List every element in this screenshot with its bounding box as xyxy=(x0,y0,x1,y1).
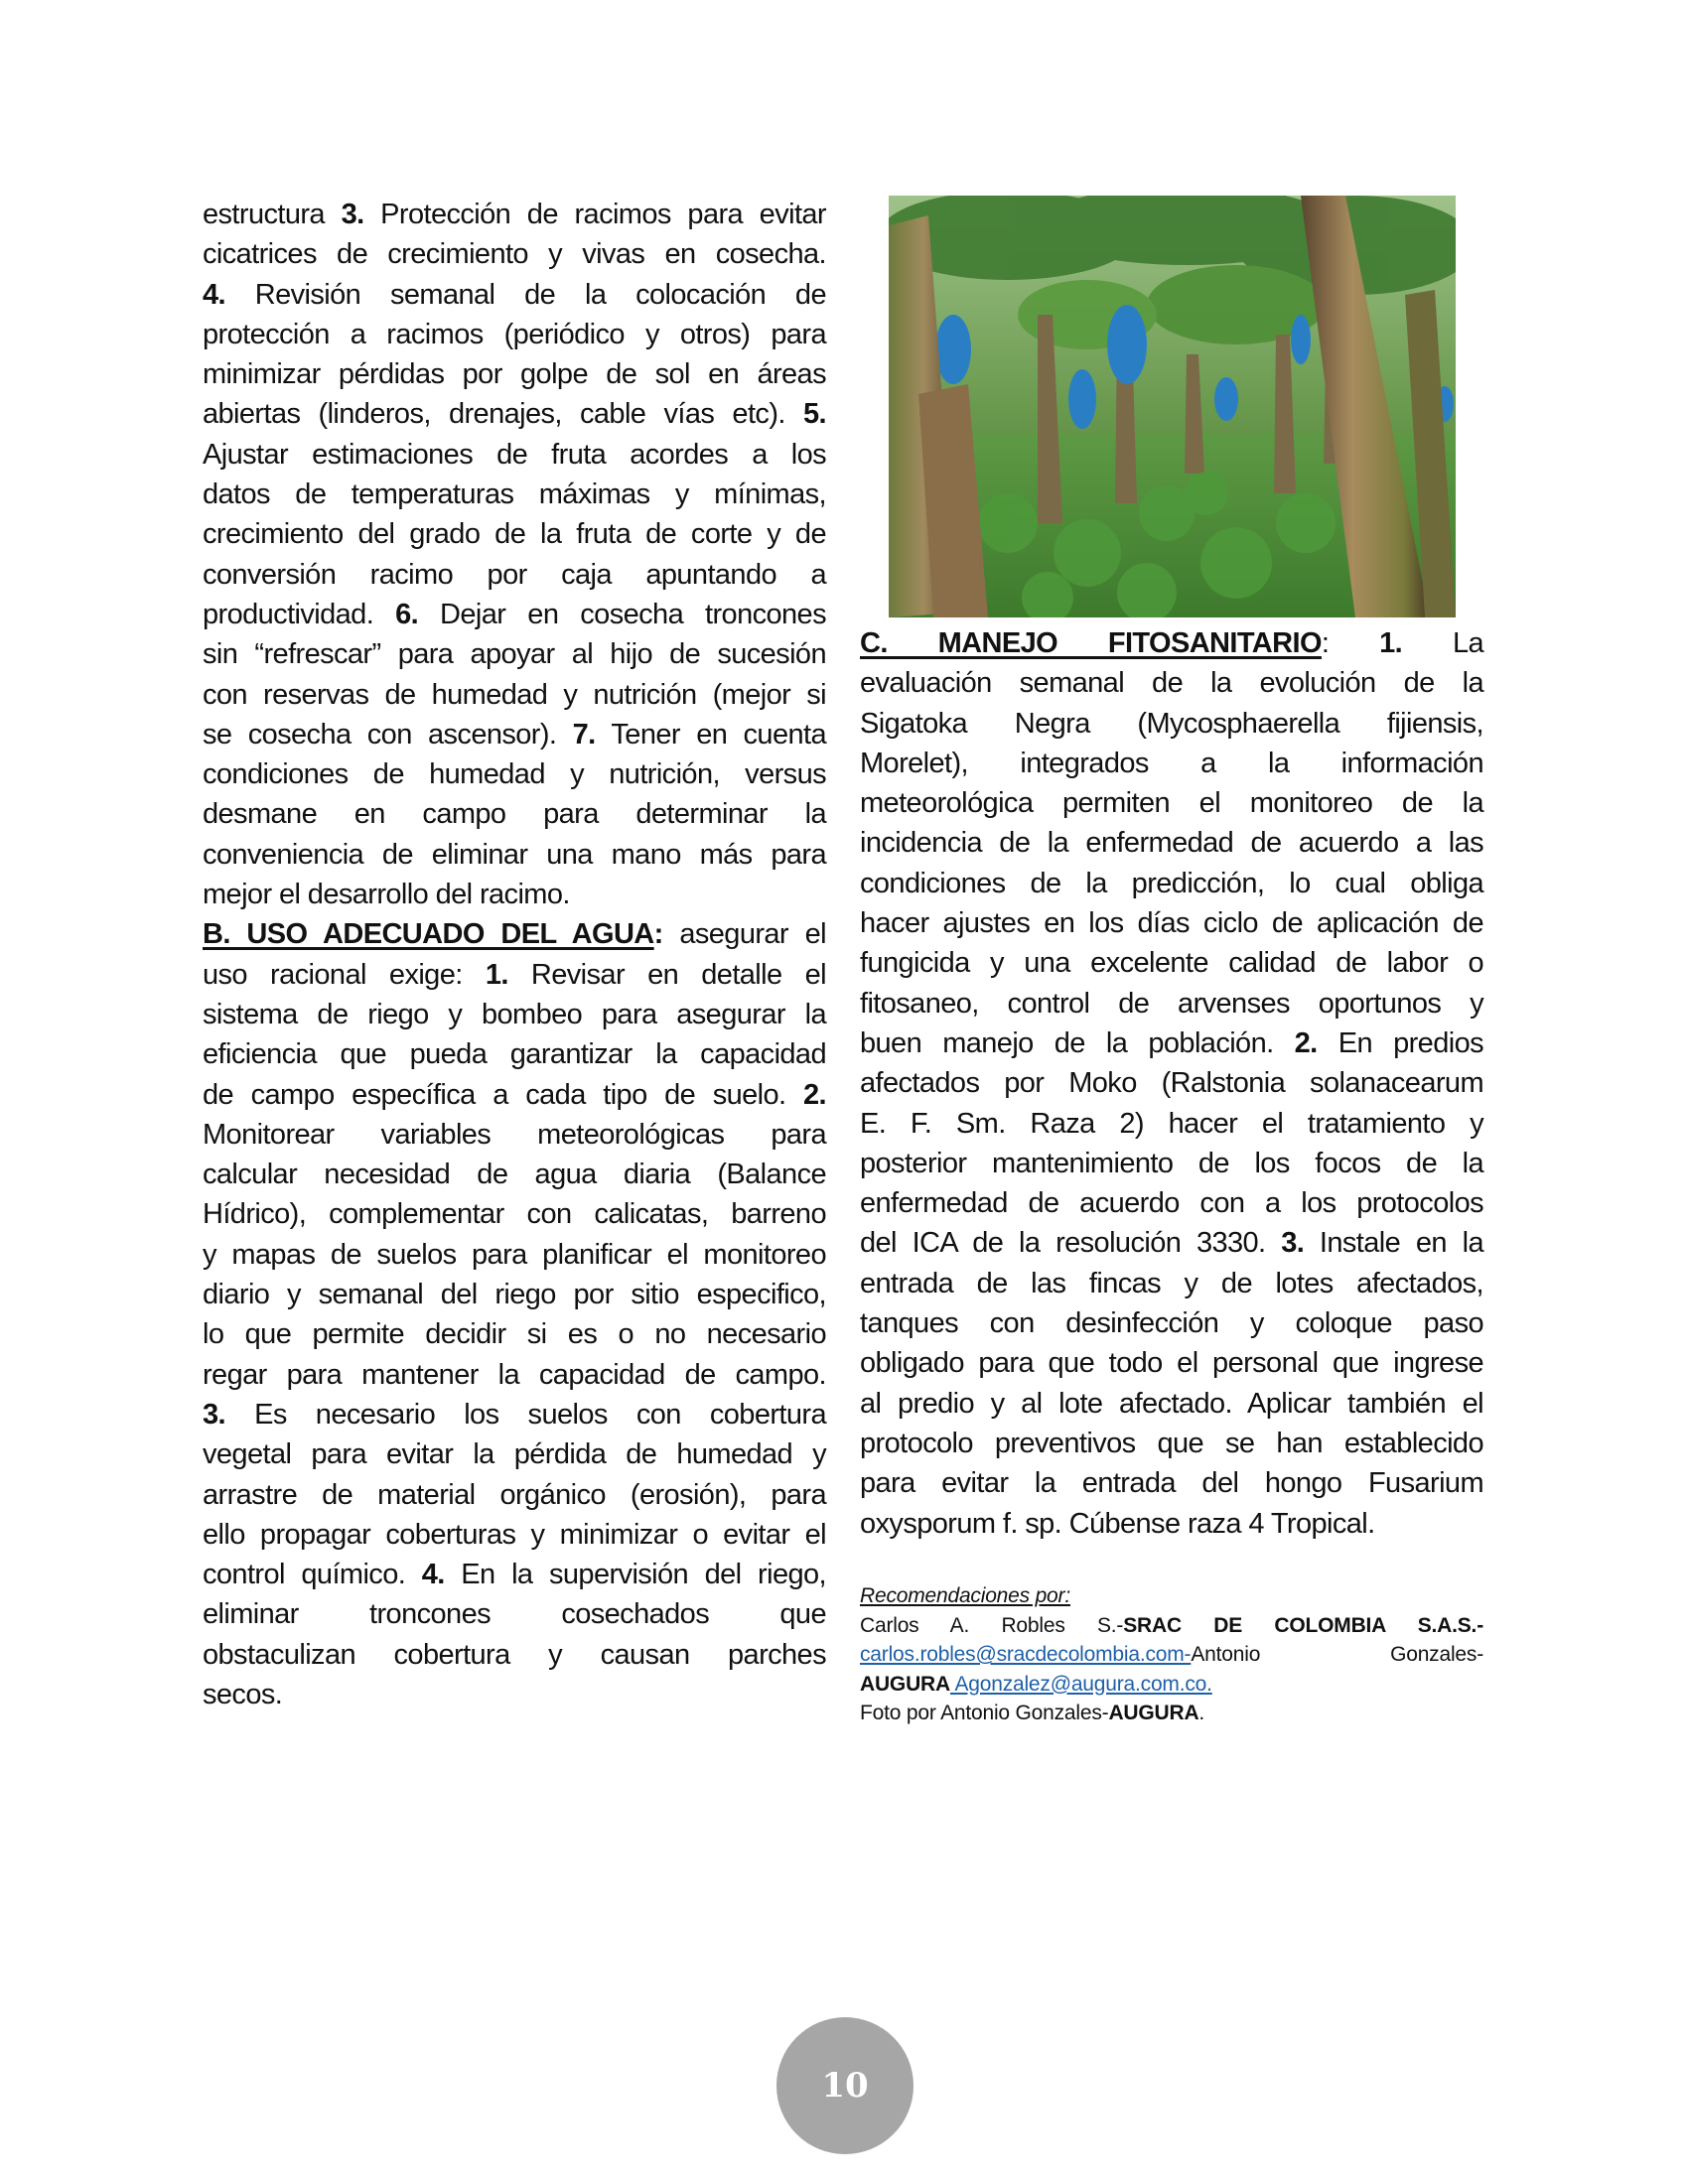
left-column xyxy=(203,195,826,1714)
text-line xyxy=(860,1384,1483,1424)
text-run: vegetal para evitar la pérdida de humedad y xyxy=(203,1438,826,1471)
text-line xyxy=(203,435,826,475)
text-run: calcular necesidad de agua diaria (Balance xyxy=(203,1159,826,1191)
text-run: Morelet), integrados a la información xyxy=(860,747,1483,779)
text-run: posterior mantenimiento de los focos de la xyxy=(860,1147,1483,1179)
text-line xyxy=(203,1075,826,1115)
text-run: Instale en la xyxy=(1304,1227,1483,1260)
text-line xyxy=(860,623,1483,663)
text-line xyxy=(860,744,1483,783)
text-line xyxy=(203,275,826,315)
text-run: obligado para que todo el personal que ingrese xyxy=(860,1347,1483,1380)
email-link-antonio[interactable]: Agonzalez@augura.com.co. xyxy=(949,1672,1212,1696)
text-run: hacer ajustes en los días ciclo de aplicación de xyxy=(860,907,1483,940)
credits-title-line xyxy=(860,1581,1483,1611)
text-line xyxy=(203,475,826,514)
text-run: condiciones de la predicción, lo cual obliga xyxy=(860,867,1483,899)
text-run: meteorológica permiten el monitoreo de la xyxy=(860,787,1483,820)
text-line xyxy=(203,1314,826,1354)
text-line xyxy=(860,1144,1483,1183)
text-run: se cosecha con ascensor). xyxy=(203,718,573,751)
org-augura: AUGURA xyxy=(860,1672,950,1696)
item-number: : xyxy=(653,918,663,951)
page-number: 10 xyxy=(821,2066,869,2106)
text-run: de campo específica a cada tipo de suelo. xyxy=(203,1078,803,1111)
text-line xyxy=(860,783,1483,823)
text-run: conveniencia de eliminar una mano más para xyxy=(203,838,826,871)
text-run: condiciones de humedad y nutrición, versus xyxy=(203,758,826,791)
text-run: protección a racimos (periódico y otros) para xyxy=(203,318,826,350)
page-number-badge xyxy=(776,2017,914,2154)
item-number: 1. xyxy=(485,958,508,991)
text-line xyxy=(203,1395,826,1434)
text-line xyxy=(203,794,826,834)
item-number: 3. xyxy=(1281,1227,1305,1260)
text-line xyxy=(203,1194,826,1234)
text-run: enfermedad de acuerdo con a los protocolos xyxy=(860,1187,1483,1220)
section-heading: B. USO ADECUADO DEL AGUA xyxy=(203,918,654,951)
right-column xyxy=(860,623,1483,1544)
text-line xyxy=(860,1504,1483,1544)
text-line xyxy=(203,1115,826,1155)
text-line xyxy=(860,1104,1483,1144)
text-run: protocolo preventivos que se han establecido xyxy=(860,1427,1483,1459)
section-heading: C. MANEJO FITOSANITARIO xyxy=(860,627,1322,659)
text-line xyxy=(860,903,1483,943)
text-run: Protección de racimos para evitar xyxy=(363,199,826,230)
text-line xyxy=(203,1355,826,1395)
text-line xyxy=(203,835,826,875)
email-link-carlos[interactable]: carlos.robles@sracdecolombia.com- xyxy=(860,1643,1192,1666)
text-run: para evitar la entrada del hongo Fusarium xyxy=(860,1467,1483,1500)
text-line xyxy=(203,354,826,394)
text-run: desmane en campo para determinar la xyxy=(203,798,826,831)
banana-plantation-photo xyxy=(889,196,1456,617)
text-line xyxy=(203,1635,826,1675)
text-run: Dejar en cosecha troncones xyxy=(418,598,826,630)
text-run: crecimiento del grado de la fruta de corte y de xyxy=(203,518,826,551)
text-line xyxy=(203,1034,826,1074)
text-line xyxy=(860,1024,1483,1063)
org-srac: SRAC DE COLOMBIA S.A.S.- xyxy=(1123,1613,1483,1637)
item-number: 4. xyxy=(203,278,225,311)
text-run: entrada de las fincas y de lotes afectados, xyxy=(860,1267,1483,1299)
text-run: buen manejo de la población. xyxy=(860,1026,1295,1059)
text-line xyxy=(860,1063,1483,1103)
text-run: La xyxy=(1402,627,1483,659)
text-run: incidencia de la enfermedad de acuerdo a las xyxy=(860,827,1483,860)
text-run: E. F. Sm. Raza 2) hacer el tratamiento y xyxy=(860,1107,1483,1140)
text-line xyxy=(203,675,826,715)
text-run: afectados por Moko (Ralstonia solanacearum xyxy=(860,1067,1483,1100)
text-run: con reservas de humedad y nutrición (mejor si xyxy=(203,678,826,711)
text-run: tanques con desinfección y coloque paso xyxy=(860,1307,1483,1340)
item-number: 3. xyxy=(341,199,364,230)
text-line xyxy=(203,875,826,914)
text-line xyxy=(860,1463,1483,1503)
text-run: arrastre de material orgánico (erosión), para xyxy=(203,1478,826,1511)
photo-credit-end: . xyxy=(1198,1702,1205,1724)
text-line xyxy=(860,1264,1483,1303)
text-run: lo que permite decidir si es o no necesario xyxy=(203,1318,826,1351)
text-run: Revisión semanal de la colocación de xyxy=(225,278,826,311)
text-line xyxy=(860,1183,1483,1223)
text-line xyxy=(860,704,1483,744)
text-run: estructura xyxy=(203,199,342,230)
text-line xyxy=(860,1303,1483,1343)
item-number: 6. xyxy=(395,598,419,630)
text-run: sistema de riego y bombeo para asegurar la xyxy=(203,998,826,1030)
text-line xyxy=(203,234,826,274)
text-run: eliminar troncones cosechados que xyxy=(203,1598,826,1631)
text-line xyxy=(203,195,826,234)
text-run: Es necesario los suelos con cobertura xyxy=(225,1398,826,1431)
text-line xyxy=(203,1555,826,1594)
item-number: 3. xyxy=(203,1398,225,1431)
text-line xyxy=(203,715,826,754)
credits-line-1 xyxy=(860,1611,1483,1641)
text-run: del ICA de la resolución 3330. xyxy=(860,1227,1282,1260)
photo-illustration xyxy=(889,196,1456,617)
text-line xyxy=(203,1155,826,1194)
text-run: minimizar pérdidas por golpe de sol en áreas xyxy=(203,358,826,391)
photo-credit-org: AUGURA xyxy=(1108,1702,1199,1724)
text-line xyxy=(203,315,826,354)
text-run: diario y semanal del riego por sitio especifico, xyxy=(203,1279,826,1311)
text-run: En predios xyxy=(1317,1026,1483,1059)
text-line xyxy=(860,1343,1483,1383)
text-run: regar para mantener la capacidad de campo. xyxy=(203,1358,826,1391)
text-line xyxy=(203,754,826,794)
text-run: cicatrices de crecimiento y vivas en cosecha. xyxy=(203,238,826,271)
text-run: uso racional exige: xyxy=(203,958,486,991)
item-number: 1. xyxy=(1379,627,1403,659)
credits-line-3 xyxy=(860,1670,1483,1700)
text-run: oxysporum f. sp. Cúbense raza 4 Tropical. xyxy=(860,1507,1375,1540)
text-line xyxy=(203,1594,826,1634)
text-line xyxy=(203,1235,826,1275)
credits-line-2 xyxy=(860,1640,1483,1670)
credits-block xyxy=(860,1581,1483,1728)
text-run: Tener en cuenta xyxy=(595,718,826,751)
text-run: ello propagar coberturas y minimizar o evitar el xyxy=(203,1518,826,1551)
text-run: Revisar en detalle el xyxy=(507,958,826,991)
text-run: eficiencia que pueda garantizar la capacidad xyxy=(203,1038,826,1071)
text-line xyxy=(860,943,1483,983)
text-run: Monitorear variables meteorológicas para xyxy=(203,1118,826,1151)
text-line xyxy=(203,1515,826,1555)
text-line xyxy=(203,394,826,434)
text-run: y mapas de suelos para planificar el monitoreo xyxy=(203,1238,826,1271)
author-carlos: Carlos A. Robles S.- xyxy=(860,1613,1124,1637)
text-run: control químico. xyxy=(203,1559,422,1591)
text-run: fungicida y una excelente calidad de labor o xyxy=(860,947,1483,980)
text-line xyxy=(203,514,826,554)
text-line xyxy=(860,984,1483,1024)
text-run: mejor el desarrollo del racimo. xyxy=(203,879,570,911)
text-run: obstaculizan cobertura y causan parches xyxy=(203,1638,826,1671)
item-number: 2. xyxy=(803,1078,826,1111)
text-run: conversión racimo por caja apuntando a xyxy=(203,558,826,591)
text-line xyxy=(203,1675,826,1714)
text-line xyxy=(203,595,826,634)
text-line xyxy=(860,1223,1483,1263)
text-line xyxy=(860,823,1483,863)
item-number: 7. xyxy=(572,718,596,751)
text-line xyxy=(203,955,826,995)
text-run: sin “refrescar” para apoyar al hijo de sucesión xyxy=(203,638,826,671)
text-run: abiertas (linderos, drenajes, cable vías etc). xyxy=(203,398,803,431)
photo-credit-line xyxy=(860,1699,1483,1728)
text-run: Sigatoka Negra (Mycosphaerella fijiensis, xyxy=(860,707,1483,740)
text-line xyxy=(203,1434,826,1474)
credits-title: Recomendaciones por: xyxy=(860,1584,1070,1607)
text-run: secos. xyxy=(203,1678,283,1710)
item-number: 2. xyxy=(1294,1026,1318,1059)
text-line xyxy=(860,1424,1483,1463)
item-number: 4. xyxy=(421,1559,445,1591)
text-run: : xyxy=(1321,627,1380,659)
photo-credit: Foto por Antonio Gonzales- xyxy=(860,1702,1109,1724)
author-antonio: Antonio Gonzales- xyxy=(1191,1643,1483,1666)
text-run: Ajustar estimaciones de fruta acordes a los xyxy=(203,438,826,471)
text-run: productividad. xyxy=(203,598,396,630)
text-run: al predio y al lote afectado. Aplicar también el xyxy=(860,1387,1483,1420)
text-run: En la supervisión del riego, xyxy=(444,1559,827,1591)
text-line xyxy=(203,555,826,595)
text-run: Hídrico), complementar con calicatas, barreno xyxy=(203,1198,826,1231)
text-run: fitosaneo, control de arvenses oportunos y xyxy=(860,987,1483,1020)
text-line xyxy=(203,1475,826,1515)
text-line xyxy=(203,1275,826,1314)
text-line xyxy=(203,914,826,954)
text-run: evaluación semanal de la evolución de la xyxy=(860,667,1483,700)
text-line xyxy=(860,864,1483,903)
text-line xyxy=(860,663,1483,703)
text-line xyxy=(203,634,826,674)
item-number: 5. xyxy=(803,398,826,431)
text-run: asegurar el xyxy=(662,918,826,951)
text-line xyxy=(203,995,826,1034)
text-run: datos de temperaturas máximas y mínimas, xyxy=(203,478,826,511)
